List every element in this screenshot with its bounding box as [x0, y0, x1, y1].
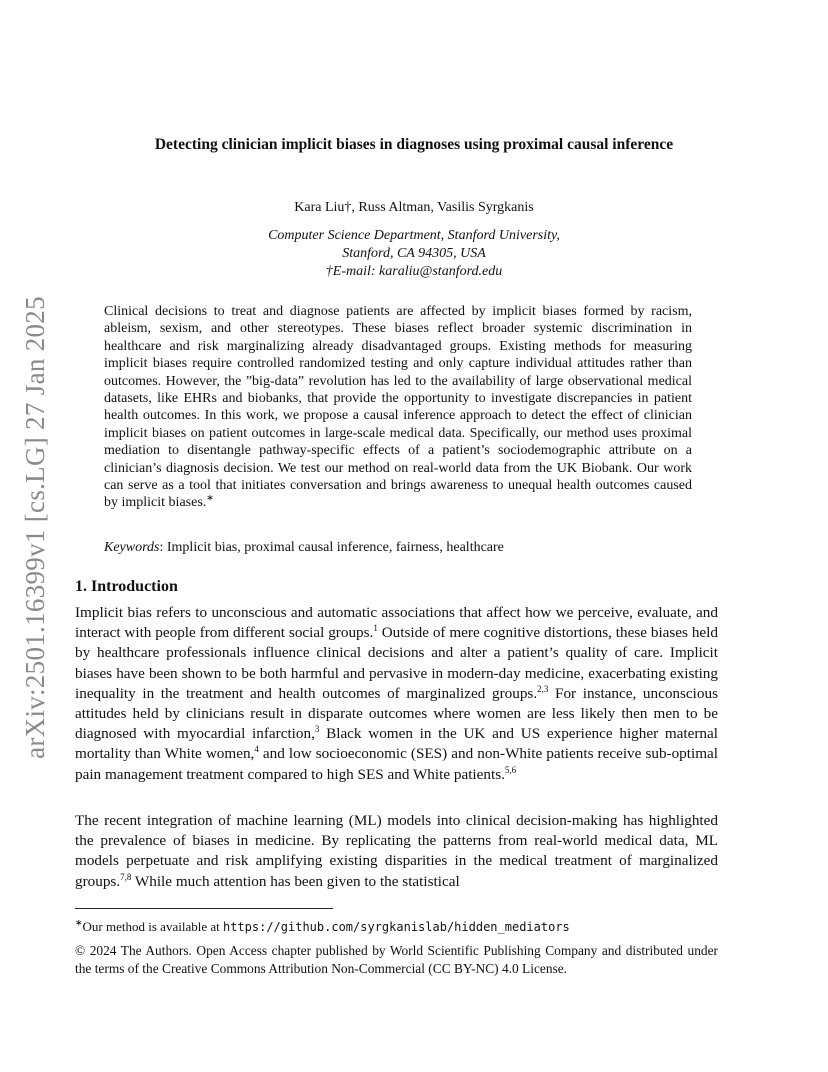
footnote-marker: ∗ [206, 492, 214, 503]
license-notice: © 2024 The Authors. Open Access chapter published by World Scientific Publishing Company and distributed under the terms of the Creative Commons Attribution Non-Commercial (CC BY-NC) 4.0 License. [75, 943, 718, 977]
citation: 3 [314, 724, 320, 735]
author-email: †E-mail: karaliu@stanford.edu [325, 264, 503, 279]
citation: 4 [254, 744, 259, 755]
paper-title: Detecting clinician implicit biases in diagnoses using proximal causal inference [154, 136, 674, 153]
footnote-marker: ∗ [75, 917, 83, 928]
sentence: While much attention has been given to the statistical [131, 872, 460, 890]
abstract [104, 303, 692, 512]
keywords-list: : Implicit bias, proximal causal inference, fairness, healthcare [159, 540, 504, 555]
body-paragraph [75, 603, 718, 785]
arxiv-side-stamp [18, 292, 52, 762]
sentence: Implicit bias refers to unconscious and automatic associations that affect how we perceive, evaluate, and interact with people from different social groups. [75, 604, 718, 642]
repository-link[interactable]: https://github.com/syrgkanislab/hidden_mediators [222, 920, 570, 934]
section-heading: 1. Introduction [75, 578, 178, 595]
citation: 7,8 [120, 871, 132, 882]
sentence: For instance, unconscious attitudes held by clinicians result in disparate outcomes where women are less likely then men to be diagnosed with myocardial infarction, [75, 684, 718, 743]
abstract-text: Clinical decisions to treat and diagnose patients are affected by implicit biases formed by racism, ableism, sexism, and other stereotypes. These biases reflect broader systemic discrimination in healthcare and risk marginalizing already disadvantaged groups. Existing methods for measuring implicit biases require controlled randomized testing and only capture individual attitudes rather than outcomes. However, the ”big-data” revolution has led to the availability of large observational medical datasets, like EHRs and biobanks, that provide the opportunity to investigate discrepancies in patient health outcomes. In this work, we propose a causal inference approach to detect the effect of clinician implicit biases on patient outcomes in large-scale medical data. Specifically, our method uses proximal mediation to disentangle pathway-specific effects of a patient’s sociodemographic attribute on a clinician’s diagnosis decision. We test our method on real-world data from the UK Biobank. Our work can serve as a tool that initiates conversation and brings awareness to unequal health outcomes caused by implicit biases. [104, 304, 692, 511]
sentence: Outside of mere cognitive distortions, these biases held by healthcare professionals influence clinical decisions and alter a patient’s quality of care. Implicit biases have been shown to be both harmful and pervasive in modern-day medicine, exacerbating existing inequality in the treatment and health outcomes of marginalized groups. [75, 624, 718, 702]
affiliation-block [0, 227, 828, 281]
sentence: and low socioeconomic (SES) and non-White patients receive sub-optimal pain management treatment compared to high SES and White patients. [75, 745, 718, 783]
footnote [75, 918, 718, 936]
citation: 2,3 [537, 683, 549, 694]
keywords [104, 540, 692, 556]
affiliation-line: Stanford, CA 94305, USA [342, 246, 486, 261]
sentence: Black women in the UK and US experience higher maternal mortality than White women, [75, 725, 718, 763]
arxiv-identifier: arXiv:2501.16399v1 [cs.LG] 27 Jan 2025 [19, 295, 50, 759]
citation: 1 [373, 623, 378, 634]
footnote-text: Our method is available at [82, 919, 223, 934]
affiliation-line: Computer Science Department, Stanford University, [268, 228, 560, 243]
citation: 5,6 [504, 764, 517, 775]
keywords-label: Keywords [104, 540, 160, 555]
body-paragraph [75, 811, 718, 892]
sentence: The recent integration of machine learning (ML) models into clinical decision-making has highlighted the prevalence of biases in medicine. By replicating the patterns from real-world medical data, ML models perpetuate and risk amplifying existing disparities in the medical treatment of marginalized groups. [75, 812, 718, 890]
author-list: Kara Liu†, Russ Altman, Vasilis Syrgkanis [294, 200, 534, 215]
footnote-divider [75, 908, 333, 909]
